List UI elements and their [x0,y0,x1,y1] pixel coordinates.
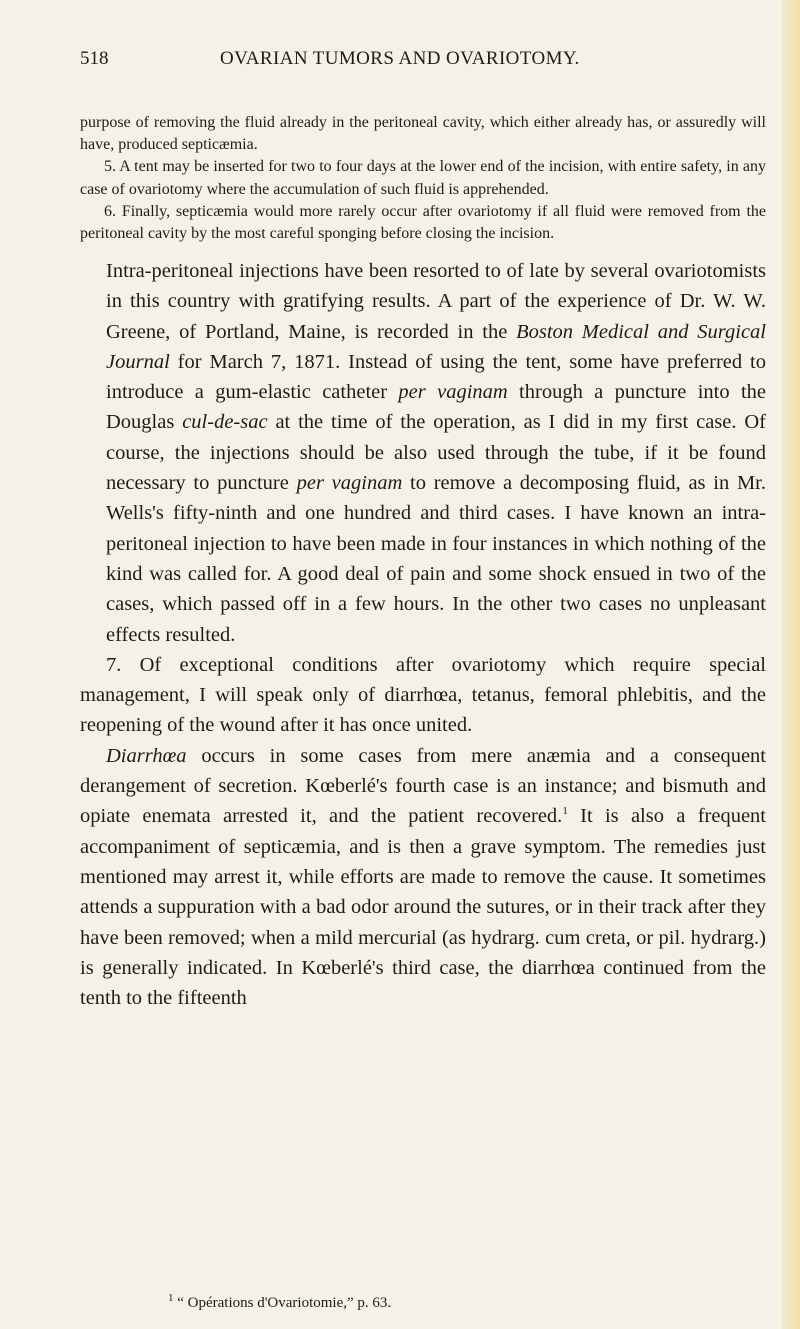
small-paragraph-5: 5. A tent may be inserted for two to four days at the lower end of the incision, with entire safety, in any case of ovariotomy where the accumulation of such fluid is apprehended. [80,158,766,198]
page-header [80,48,766,78]
paragraph-exceptional-conditions: 7. Of exceptional conditions after ovariotomy which require special management, I will speak only of diarrhœa, tetanus, femoral phlebitis, and the reopening of the wound after it has once united. [80,653,766,737]
latin-term: per vaginam [398,381,508,404]
footnote-mark: 1 [168,1292,174,1304]
page-edge [782,0,800,1329]
text-run: occurs in some cases from mere anæmia and a consequent derangement of secretion. Kœberlé's fourth case is an instance; and bismuth and opiate enemata arrested it, and the patient recovered. [80,744,766,828]
text-run: through a puncture into the Douglas [106,381,766,434]
text-run: It is also a frequent accompaniment of septicæmia, and is then a grave symptom. The remedies just mentioned may arrest it, while efforts are made to remove the cause. It sometimes attends a suppuration with a bad odor around the sutures, or in their track after they have been removed; when a mild mercurial (as hydrarg. cum creta, or pil. hydrarg.) is generally indicated. In Kœberlé's third case, the diarrhœa continued from the tenth to the fifteenth [80,805,766,1010]
paragraph-injections [80,256,766,650]
running-head: OVARIAN TUMORS AND OVARIOTOMY. [220,48,580,69]
footnote-text: “ Opérations d'Ovariotomie,” p. 63. [173,1295,392,1311]
paragraph-diarrhoea [80,741,766,1014]
main-text-section [80,256,766,1013]
section-term: Diarrhœa [106,744,187,767]
latin-term: per vaginam [296,472,403,495]
small-print-section [80,112,766,245]
small-paragraph-continuation: purpose of removing the fluid already in the peritoneal cavity, which either already has, or assuredly will have, produced septicæmia. [80,114,766,154]
journal-title: Boston Medical and Surgical Journal [106,320,766,373]
text-run: for March 7, 1871. Instead of using the tent, some have preferred to introduce a gum-elastic catheter [106,350,766,404]
latin-term: cul-de-sac [182,411,268,434]
text-run: to remove a decomposing fluid, as in Mr. Wells's fifty-ninth and one hundred and third cases. I have known an intra-peritoneal injection to have been made in four instances in which nothing of the kind was called for. A good deal of pain and some shock ensued in two of the cases, which passed off in a few hours. In the other two cases no unpleasant effects resulted. [106,472,767,646]
small-paragraph-6: 6. Finally, septicæmia would more rarely occur after ovariotomy if all fluid were removed from the peritoneal cavity by the most careful sponging before closing the incision. [80,202,766,243]
page-number: 518 [80,48,109,69]
footnote [80,1292,766,1312]
text-run: Intra-peritoneal injections have been resorted to of late by several ovariotomists in this country with gratifying results. A part of the experience of Dr. W. W. Greene, of Portland, Maine, is recorded in the [106,260,766,343]
text-run: at the time of the operation, as I did in my first case. Of course, the injections should be also used through the tube, if it be found necessary to puncture [106,411,766,495]
footnote-reference[interactable]: 1 [562,805,568,818]
